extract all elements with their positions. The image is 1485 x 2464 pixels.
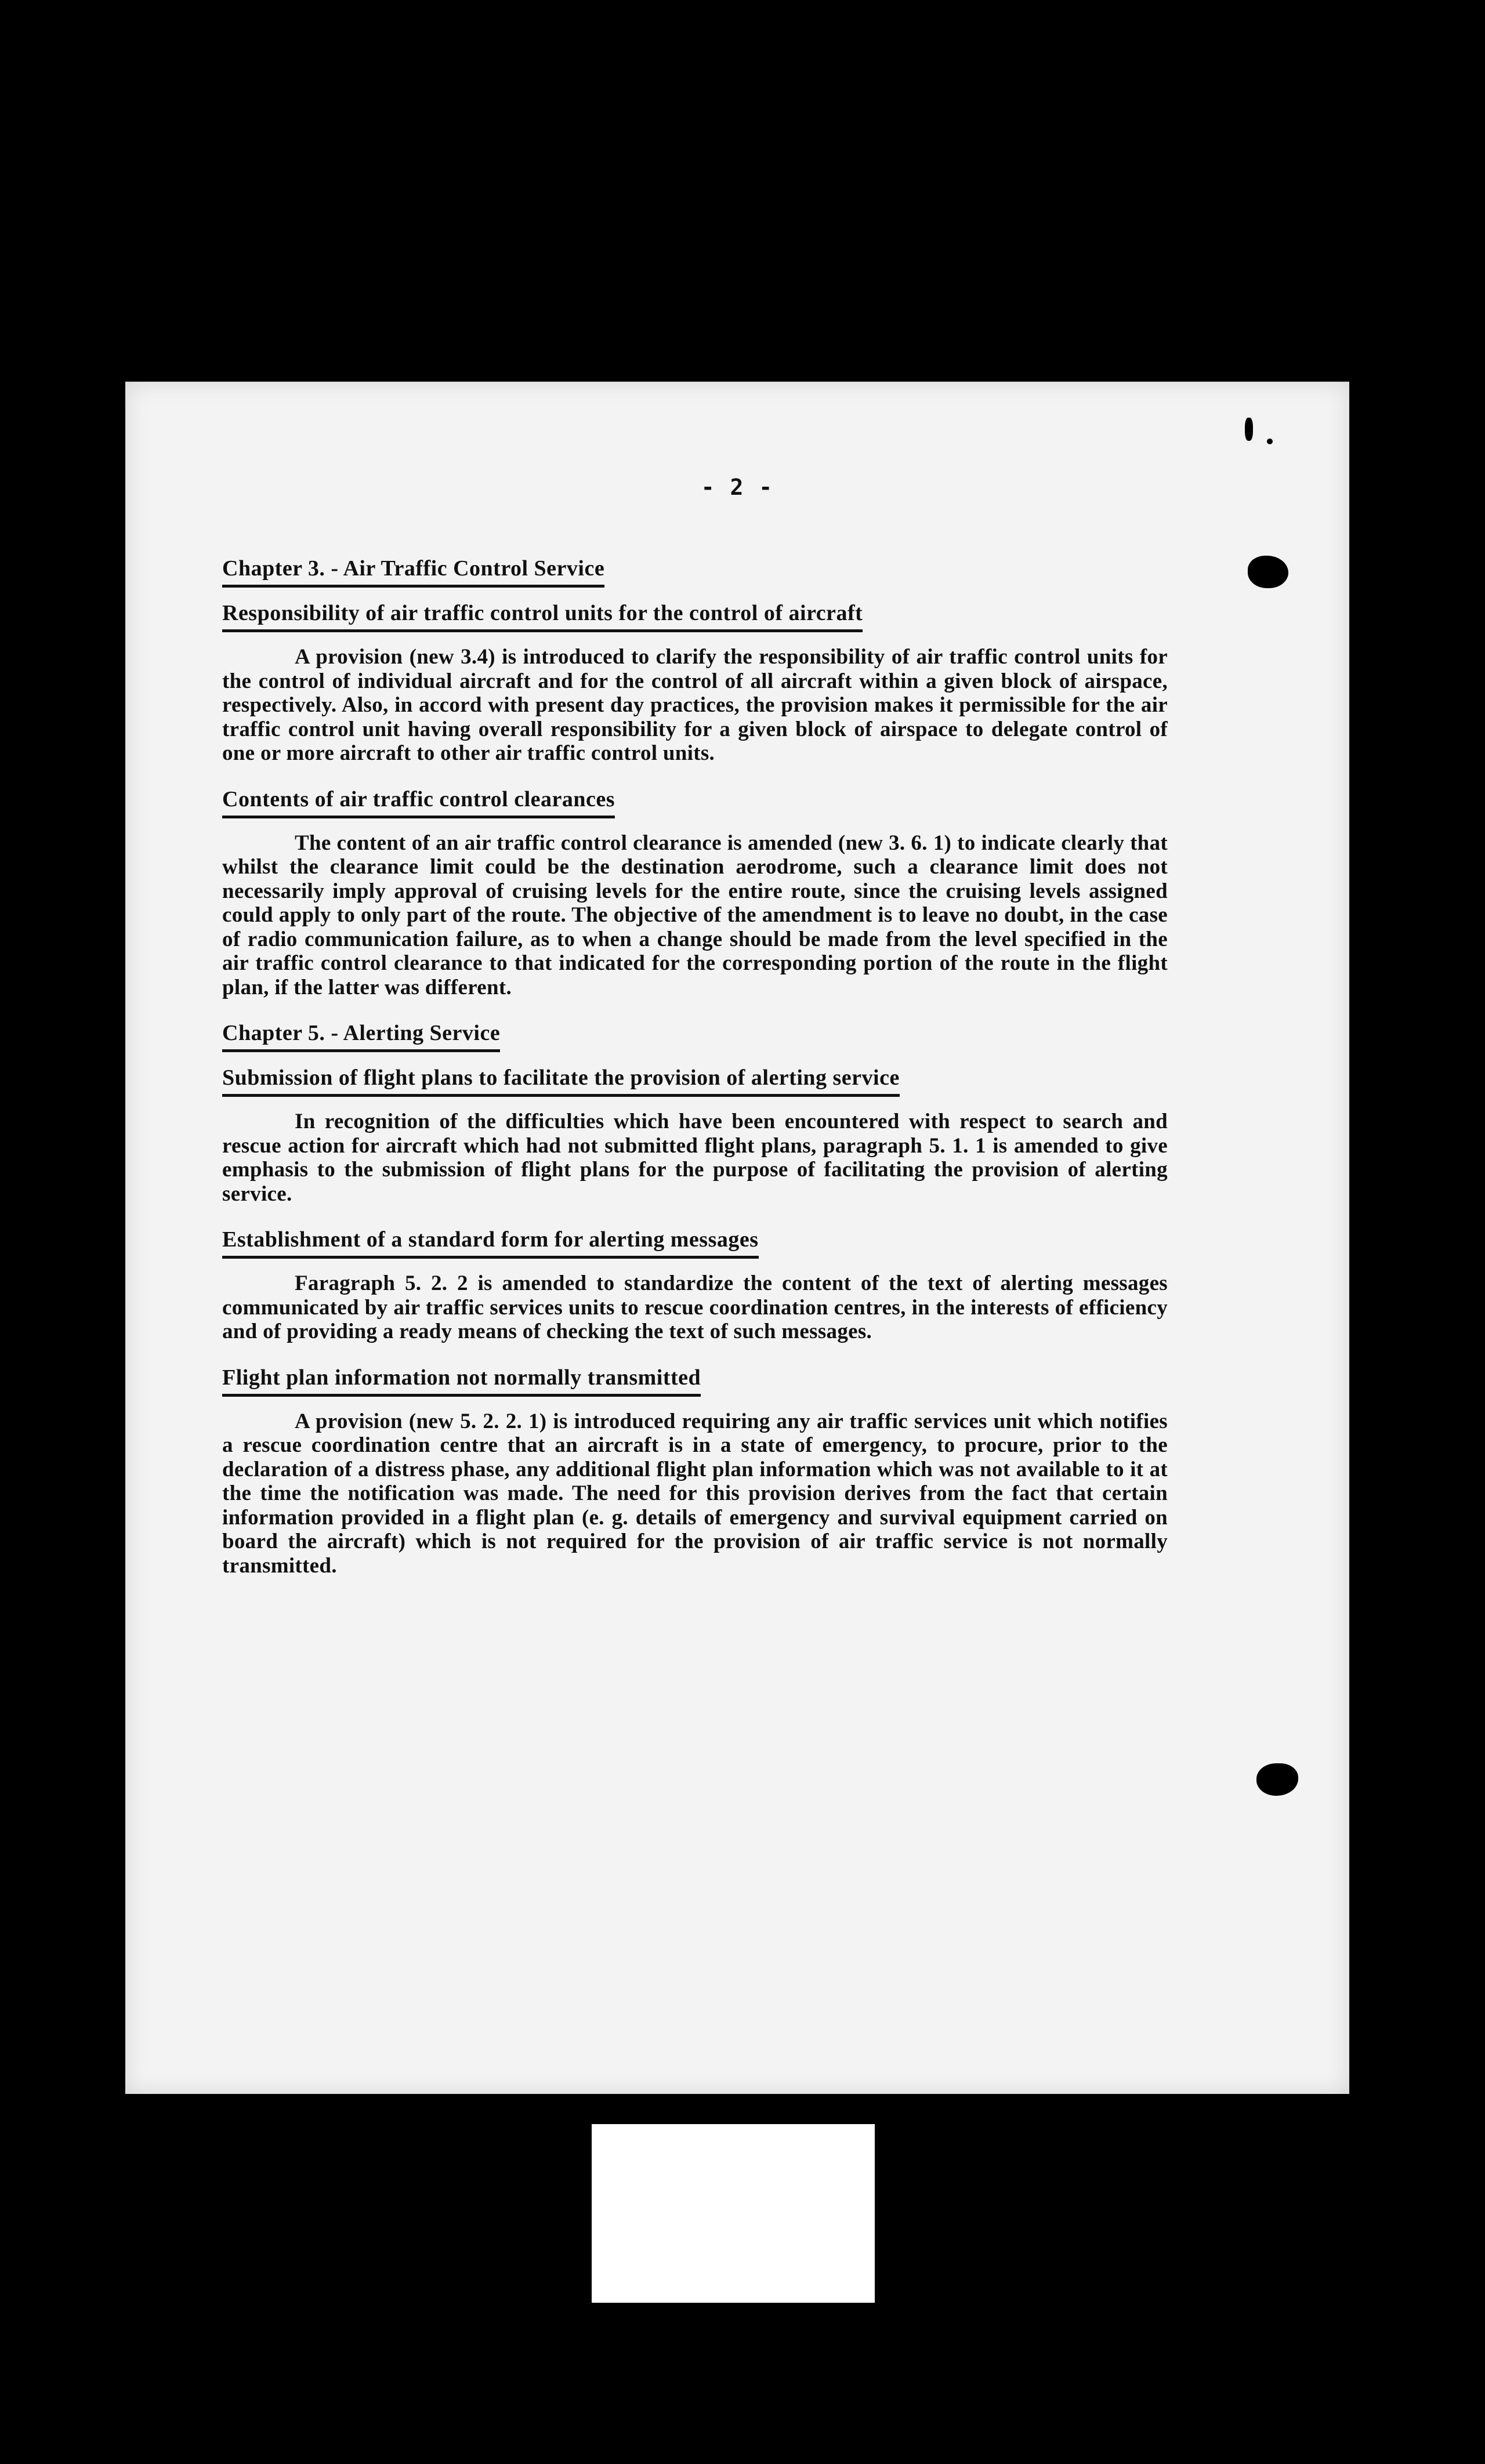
section-flight-plan-info xyxy=(222,1365,1168,1578)
document-page xyxy=(125,382,1349,2094)
binder-hole-bottom xyxy=(1256,1763,1298,1796)
page-number: - 2 - xyxy=(701,474,774,500)
binder-hole-top xyxy=(1248,556,1288,588)
section-paragraph: The content of an air traffic control clearance is amended (new 3. 6. 1) to indicate clearly that whilst the clearance limit could be the destination aerodrome, such a clearance limit does not necessarily imply approval of cruising levels for the entire route, since the cruising levels assigned could apply to only part of the route. The objective of the amendment is to leave no doubt, in the case of radio communication failure, as to when a change should be made from the level specified in the air traffic control clearance to that indicated for the corresponding portion of the route in the flight plan, if the latter was different. xyxy=(222,831,1168,999)
ink-dot xyxy=(1267,439,1273,444)
blank-card xyxy=(592,2124,875,2303)
chapter-heading: Chapter 3. - Air Traffic Control Service xyxy=(222,556,604,588)
section-chapter-5 xyxy=(222,1020,1168,1052)
section-heading: Submission of flight plans to facilitate the provision of alerting service xyxy=(222,1065,900,1097)
document-body xyxy=(222,556,1168,1599)
section-heading: Responsibility of air traffic control units for the control of aircraft xyxy=(222,600,863,632)
section-responsibility xyxy=(222,600,1168,766)
section-paragraph: A provision (new 3.4) is introduced to clarify the responsibility of air traffic control units for the control of individual aircraft and for the control of all aircraft within a given block of airspace, respectively. Also, in accord with present day practices, the provision makes it permissible for the air traffic control unit having overall responsibility for a given block of airspace to delegate control of one or more aircraft to other air traffic control units. xyxy=(222,645,1168,765)
section-standard-form xyxy=(222,1227,1168,1344)
section-paragraph: A provision (new 5. 2. 2. 1) is introduced requiring any air traffic services unit which notifies a rescue coordination centre that an aircraft is in a state of emergency, to procure, prior to the declaration of a distress phase, any additional flight plan information which was not available to it at the time the notification was made. The need for this provision derives from the fact that certain information provided in a flight plan (e. g. details of emergency and survival equipment carried on board the aircraft) which is not required for the provision of air traffic service is not normally transmitted. xyxy=(222,1409,1168,1578)
section-paragraph: Faragraph 5. 2. 2 is amended to standardize the content of the text of alerting messages communicated by air traffic services units to rescue coordination centres, in the interests of efficiency and of providing a ready means of checking the text of such messages. xyxy=(222,1271,1168,1343)
section-heading: Flight plan information not normally transmitted xyxy=(222,1365,701,1397)
chapter-heading: Chapter 5. - Alerting Service xyxy=(222,1020,500,1052)
section-submission xyxy=(222,1065,1168,1206)
section-clearances xyxy=(222,787,1168,1000)
section-heading: Establishment of a standard form for alerting messages xyxy=(222,1227,759,1259)
section-heading: Contents of air traffic control clearances xyxy=(222,787,615,818)
section-chapter-3 xyxy=(222,556,1168,588)
ink-mark xyxy=(1245,418,1253,441)
section-paragraph: In recognition of the difficulties which have been encountered with respect to search and rescue action for aircraft which had not submitted flight plans, paragraph 5. 1. 1 is amended to give emphasis to the submission of flight plans for the purpose of facilitating the provision of alerting service. xyxy=(222,1110,1168,1206)
